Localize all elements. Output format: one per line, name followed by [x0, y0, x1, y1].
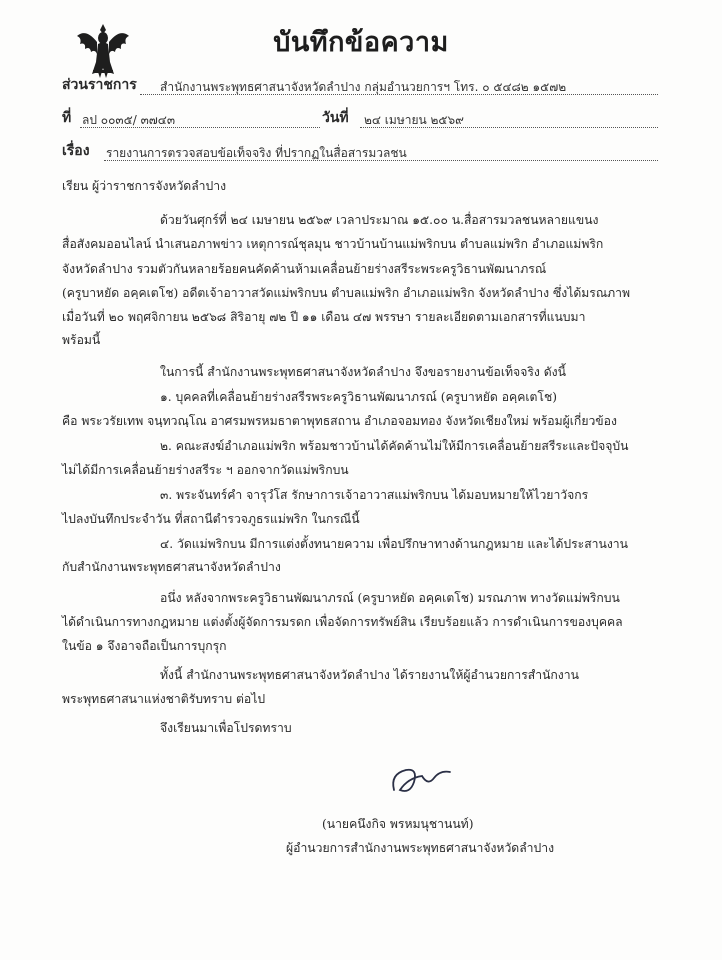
para1-line: ด้วยวันศุกร์ที่ ๒๔ เมษายน ๒๕๖๙ เวลาประมาณ ๑๕.๐๐ น.สื่อสารมวลชนหลายแขนง [160, 213, 599, 227]
ref-label: ที่ [62, 110, 72, 126]
para2-line: ในการนี้ สำนักงานพระพุทธศาสนาจังหวัดลำปาง จึงขอรายงานข้อเท็จจริง ดังนี้ [160, 365, 566, 379]
signature-icon [388, 760, 460, 800]
para1-line: จังหวัดลำปาง รวมตัวกันหลายร้อยคนคัดค้านห้ามเคลื่อนย้ายร่างสรีระพระครูวิธานพัฒนาภรณ์ [62, 262, 547, 276]
item-1-line: คือ พระวรัยเทพ จนฺทวณฺโณ อาศรมพรหมธาตาพุทธสถาน อำเภอจอมทอง จังหวัดเชียงใหม่ พร้อมผู้เกี่ยวข้อง [62, 414, 617, 428]
date-label: วันที่ [322, 110, 349, 126]
signatory-name: (นายคนึงกิจ พรหมนุชานนท์) [322, 817, 474, 831]
para4-line: ทั้งนี้ สำนักงานพระพุทธศาสนาจังหวัดลำปาง ได้รายงานให้ผู้อำนวยการสำนักงาน [160, 668, 579, 682]
para3-line: ได้ดำเนินการทางกฎหมาย แต่งตั้งผู้จัดการมรดก เพื่อจัดการทรัพย์สิน เรียบร้อยแล้ว การดำเนินการของบุคคล [62, 615, 623, 629]
ref-value: ลป ๐๐๓๕/ ๓๗๔๓ [82, 113, 176, 127]
subject-value: รายงานการตรวจสอบข้อเท็จจริง ที่ปรากฏในสื่อสารมวลชน [106, 146, 407, 160]
item-4-line: ๔. วัดแม่พริกบน มีการแต่งตั้งทนายความ เพื่อปรึกษาทางด้านกฎหมาย และได้ประสานงาน [160, 537, 628, 551]
agency-dotline [140, 94, 658, 95]
para1-line: พร้อมนี้ [62, 333, 101, 347]
subject-label: เรื่อง [62, 143, 90, 159]
item-3-line: ๓. พระจันทร์คำ จารุวํโส รักษาการเจ้าอาวาสแม่พริกบน ได้มอบหมายให้ไวยาวัจกร [160, 488, 589, 502]
para1-line: (ครูบาหยัด อคฺคเตโช) อดีตเจ้าอาวาสวัดแม่พริกบน ตำบลแม่พริก อำเภอแม่พริก จังหวัดลำปาง ซึ่งได้มรณภาพ [62, 286, 631, 300]
salutation: เรียน ผู้ว่าราชการจังหวัดลำปาง [62, 179, 227, 193]
agency-field [62, 74, 137, 96]
date-value: ๒๔ เมษายน ๒๕๖๙ [364, 113, 464, 127]
item-1-line: ๑. บุคคลที่เคลื่อนย้ายร่างสรีรพระครูวิธานพัฒนาภรณ์ (ครูบาหยัด อคฺคเตโช) [160, 390, 557, 404]
ref-dotline [80, 127, 320, 128]
item-3-line: ไปลงบันทึกประจำวัน ที่สถานีตำรวจภูธรแม่พริก ในกรณีนี้ [62, 512, 360, 526]
para3-line: อนึ่ง หลังจากพระครูวิธานพัฒนาภรณ์ (ครูบาหยัด อคฺคเตโช) มรณภาพ ทางวัดแม่พริกบน [160, 591, 620, 605]
memo-title: บันทึกข้อความ [273, 27, 449, 58]
agency-value: สำนักงานพระพุทธศาสนาจังหวัดลำปาง กลุ่มอำนวยการฯ โทร. ๐ ๕๔๘๒ ๑๕๗๒ [160, 80, 567, 94]
agency-label: ส่วนราชการ [62, 77, 137, 93]
date-dotline [360, 127, 658, 128]
para3-line: ในข้อ ๑ จึงอาจถือเป็นการบุกรุก [62, 639, 227, 653]
item-4-line: กับสำนักงานพระพุทธศาสนาจังหวัดลำปาง [62, 560, 281, 574]
signatory-position: ผู้อำนวยการสำนักงานพระพุทธศาสนาจังหวัดลำปาง [286, 841, 555, 855]
para1-line: เมื่อวันที่ ๒๐ พฤศจิกายน ๒๕๖๘ สิริอายุ ๗๒ ปี ๑๑ เดือน ๔๗ พรรษา รายละเอียดตามเอกสารที่แนบมา [62, 310, 586, 324]
closing-text: จึงเรียนมาเพื่อโปรดทราบ [160, 721, 292, 735]
item-2-line: ๒. คณะสงฆ์อำเภอแม่พริก พร้อมชาวบ้านได้คัดค้านไม่ให้มีการเคลื่อนย้ายสรีระและปัจจุบัน [160, 439, 629, 453]
para1-line: สื่อสังคมออนไลน์ นำเสนอภาพข่าว เหตุการณ์ชุลมุน ชาวบ้านบ้านแม่พริกบน ตำบลแม่พริก อำเภอแม่พริก [62, 237, 604, 251]
para4-line: พระพุทธศาสนาแห่งชาติรับทราบ ต่อไป [62, 692, 266, 706]
item-2-line: ไม่ได้มีการเคลื่อนย้ายร่างสรีระ ฯ ออกจากวัดแม่พริกบน [62, 463, 349, 477]
subject-field [62, 140, 90, 162]
date-field [322, 107, 349, 129]
subject-dotline [104, 160, 658, 161]
ref-field [62, 107, 71, 129]
